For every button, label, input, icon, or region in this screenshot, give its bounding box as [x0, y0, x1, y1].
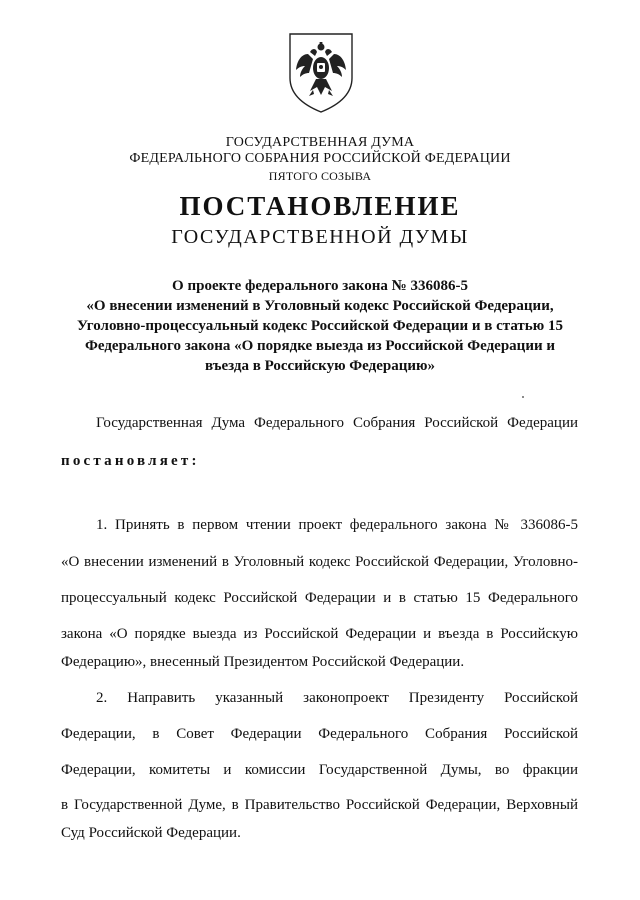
paragraph-2-line: в Государственной Думе, в Правительство Российской Федерации, Верховный — [61, 797, 578, 813]
emblem — [286, 30, 356, 114]
header-line-convocation: ПЯТОГО СОЗЫВА — [268, 169, 372, 183]
paragraph-1-line: Федерацию», внесенный Президентом Российской Федерации. — [61, 654, 465, 670]
bill-title-line: Уголовно-процессуальный кодекс Российской Федерации и в статью 15 — [77, 318, 563, 334]
bill-title-line: О проекте федерального закона № 336086-5 — [172, 278, 468, 294]
paragraph-1-line: закона «О порядке выезда из Российской Федерации и въезда в Российскую — [61, 626, 578, 642]
bill-title — [70, 276, 570, 376]
double-headed-eagle-icon — [286, 30, 356, 114]
paragraph-2-line: Федерации, комитеты и комиссии Государственной Думы, во фракции — [61, 762, 578, 778]
bill-title-line: въезда в Российскую Федерацию» — [205, 358, 435, 374]
scan-speck — [522, 396, 524, 398]
paragraph-1-line: 1. Принять в первом чтении проект федерального закона № 336086-5 — [96, 517, 578, 533]
bill-title-line: Федерального закона «О порядке выезда из Российской Федерации и — [84, 338, 555, 354]
resolves-word: постановляет: — [61, 453, 200, 469]
paragraph-1-line: процессуальный кодекс Российской Федерации и в статью 15 Федерального — [61, 590, 578, 606]
paragraph-2-line: Федерации, в Совет Федерации Федерального Собрания Российской — [61, 726, 578, 742]
header-line-assembly: ФЕДЕРАЛЬНОГО СОБРАНИЯ РОССИЙСКОЙ ФЕДЕРАЦИИ — [129, 151, 511, 166]
bill-title-line: «О внесении изменений в Уголовный кодекс Российской Федерации, — [86, 298, 554, 314]
paragraph-2-line: 2. Направить указанный законопроект Президенту Российской — [96, 690, 578, 706]
paragraph-1-line: «О внесении изменений в Уголовный кодекс Российской Федерации, Уголовно- — [61, 554, 578, 570]
document-subtitle: ГОСУДАРСТВЕННОЙ ДУМЫ — [171, 226, 469, 248]
header-line-duma: ГОСУДАРСТВЕННАЯ ДУМА — [225, 135, 415, 150]
paragraph-2-line: Суд Российской Федерации. — [61, 825, 241, 841]
document-title: ПОСТАНОВЛЕНИЕ — [179, 191, 461, 221]
intro-text: Государственная Дума Федерального Собрания Российской Федерации — [96, 415, 578, 431]
